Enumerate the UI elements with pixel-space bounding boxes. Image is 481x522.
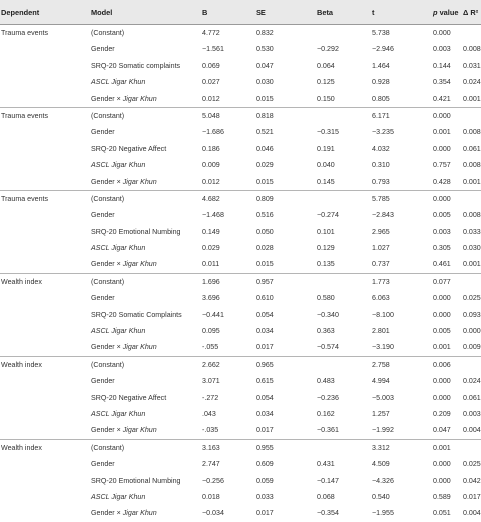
cell-model: [91, 46, 115, 53]
cell-delta-r2: 0.001: [463, 177, 481, 186]
cell-beta: 0.363: [317, 327, 335, 336]
cell-delta-r2: 0.025: [463, 460, 481, 469]
cell-beta: −0.361: [317, 426, 339, 435]
cell-b: −1.561: [202, 45, 224, 54]
table-row: [0, 473, 481, 489]
cell-model: [91, 478, 181, 485]
cell-p-value: 0.000: [433, 377, 451, 386]
table-row: [0, 456, 481, 472]
model-label: Gender: [91, 377, 115, 386]
cell-beta: 0.068: [317, 492, 335, 501]
cell-beta: 0.064: [317, 61, 335, 70]
cell-model: [91, 162, 145, 169]
cell-model: [91, 510, 157, 517]
cell-b: 0.095: [202, 327, 220, 336]
cell-t: 0.737: [372, 260, 390, 269]
table-row: [0, 273, 481, 290]
table-row: [0, 157, 481, 173]
model-label: (Constant): [91, 111, 125, 120]
table-row: [0, 58, 481, 74]
cell-b: 0.012: [202, 177, 220, 186]
cell-p-value: 0.000: [433, 460, 451, 469]
cell-se: 0.046: [256, 144, 274, 153]
model-label: (Constant): [91, 360, 125, 369]
table-row: [0, 323, 481, 339]
cell-delta-r2: 0.004: [463, 426, 481, 435]
cell-model: [91, 395, 166, 402]
model-label: SRQ-20 Emotional Numbing: [91, 476, 181, 485]
cell-b: 3.071: [202, 377, 220, 386]
header-t: t: [372, 8, 375, 17]
cell-beta: 0.101: [317, 227, 335, 236]
cell-se: 0.530: [256, 45, 274, 54]
table-row: [0, 190, 481, 207]
model-label: SRQ-20 Somatic complaints: [91, 61, 181, 70]
table-row: [0, 256, 481, 272]
model-label: ASCL Jigar Khun: [91, 409, 146, 418]
cell-p-value: 0.005: [433, 327, 451, 336]
table-row: [0, 174, 481, 190]
cell-p-value: 0.000: [433, 144, 451, 153]
cell-t: −1.955: [372, 509, 394, 518]
cell-se: 0.054: [256, 393, 274, 402]
cell-se: 0.017: [256, 426, 274, 435]
cell-p-value: 0.003: [433, 45, 451, 54]
cell-p-value: 0.000: [433, 476, 451, 485]
cell-model: [91, 411, 145, 418]
header-p-word: value: [437, 8, 459, 17]
cell-dependent: Wealth index: [1, 360, 42, 369]
cell-beta: 0.162: [317, 409, 335, 418]
cell-b: 1.696: [202, 277, 220, 286]
cell-t: −3.235: [372, 128, 394, 137]
cell-t: −2.946: [372, 45, 394, 54]
table-header: [0, 0, 481, 25]
cell-t: 2.801: [372, 327, 390, 336]
cell-beta: −0.236: [317, 393, 339, 402]
model-label: ASCL Jigar Khun: [91, 161, 146, 170]
cell-model: [91, 328, 145, 335]
model-label: Gender: [91, 211, 115, 220]
cell-t: −1.992: [372, 426, 394, 435]
cell-b: 3.696: [202, 294, 220, 303]
table-row: [0, 290, 481, 306]
cell-p-value: 0.305: [433, 244, 451, 253]
cell-p-value: 0.000: [433, 294, 451, 303]
cell-beta: 0.125: [317, 78, 335, 87]
cell-model: [91, 30, 124, 37]
table-row: [0, 422, 481, 438]
table-row: [0, 107, 481, 124]
cell-b: 0.027: [202, 78, 220, 87]
cell-p-value: 0.000: [433, 111, 451, 120]
model-label: SRQ-20 Negative Affect: [91, 393, 167, 402]
cell-b: -.272: [202, 393, 219, 402]
cell-beta: 0.580: [317, 294, 335, 303]
cell-t: −2.843: [372, 211, 394, 220]
model-label: ASCL Jigar Khun: [91, 492, 146, 501]
cell-t: 2.758: [372, 360, 390, 369]
table-row: [0, 356, 481, 373]
cell-dependent: Trauma events: [1, 111, 49, 120]
cell-b: .043: [202, 409, 216, 418]
cell-p-value: 0.001: [433, 343, 451, 352]
cell-p-value: 0.047: [433, 426, 451, 435]
cell-p-value: 0.757: [433, 161, 451, 170]
header-dependent: Dependent: [1, 8, 40, 17]
cell-p-value: 0.000: [433, 310, 451, 319]
table-row: [0, 505, 481, 521]
table-row: [0, 390, 481, 406]
cell-se: 0.054: [256, 310, 274, 319]
cell-p-value: 0.001: [433, 128, 451, 137]
model-label-suffix: Jigar Khun: [122, 177, 157, 186]
cell-dependent: Trauma events: [1, 29, 49, 37]
cell-model: [91, 261, 157, 268]
cell-p-value: 0.144: [433, 61, 451, 70]
cell-se: 0.818: [256, 111, 274, 120]
table-row: [0, 124, 481, 140]
cell-t: −8.100: [372, 310, 394, 319]
cell-model: [91, 445, 124, 452]
cell-t: 5.785: [372, 194, 390, 203]
table-row: [0, 406, 481, 422]
cell-se: 0.521: [256, 128, 274, 137]
cell-model: [91, 427, 157, 434]
cell-delta-r2: 0.009: [463, 343, 481, 352]
cell-model: [91, 79, 145, 86]
cell-delta-r2: 0.061: [463, 393, 481, 402]
table-row: [0, 373, 481, 389]
table-row: [0, 91, 481, 107]
cell-p-value: 0.589: [433, 492, 451, 501]
model-label: (Constant): [91, 443, 125, 452]
model-label: ASCL Jigar Khun: [91, 244, 146, 253]
model-label: Gender: [91, 460, 115, 469]
table-body: [0, 25, 481, 522]
model-label: Gender ×: [91, 426, 123, 435]
table-row: [0, 240, 481, 256]
table-row: [0, 141, 481, 157]
model-label: Gender ×: [91, 509, 123, 518]
model-label: Gender ×: [91, 260, 123, 269]
cell-b: 0.069: [202, 61, 220, 70]
cell-model: [91, 146, 166, 153]
cell-b: 0.009: [202, 161, 220, 170]
cell-b: −0.441: [202, 310, 224, 319]
cell-se: 0.609: [256, 460, 274, 469]
cell-model: [91, 279, 124, 286]
cell-se: 0.965: [256, 360, 274, 369]
model-label: Gender ×: [91, 343, 123, 352]
cell-model: [91, 245, 145, 252]
cell-se: 0.516: [256, 211, 274, 220]
cell-p-value: 0.001: [433, 443, 451, 452]
cell-b: -.055: [202, 343, 219, 352]
cell-model: [91, 494, 145, 501]
cell-b: 5.048: [202, 111, 220, 120]
cell-t: 4.994: [372, 377, 390, 386]
cell-se: 0.955: [256, 443, 274, 452]
cell-model: [91, 461, 115, 468]
cell-t: 3.312: [372, 443, 390, 452]
cell-t: 1.257: [372, 409, 390, 418]
cell-b: 2.662: [202, 360, 220, 369]
cell-delta-r2: 0.008: [463, 161, 481, 170]
cell-model: [91, 295, 115, 302]
table-row: [0, 25, 481, 41]
cell-p-value: 0.354: [433, 78, 451, 87]
cell-model: [91, 179, 157, 186]
cell-delta-r2: 0.061: [463, 144, 481, 153]
cell-se: 0.832: [256, 29, 274, 37]
model-label: Gender: [91, 128, 115, 137]
cell-b: −0.256: [202, 476, 224, 485]
cell-p-value: 0.000: [433, 29, 451, 37]
table-row: [0, 74, 481, 90]
model-label: ASCL Jigar Khun: [91, 78, 146, 87]
cell-b: 0.186: [202, 144, 220, 153]
cell-se: 0.615: [256, 377, 274, 386]
header-se: SE: [256, 8, 266, 17]
cell-t: 0.793: [372, 177, 390, 186]
cell-t: 6.063: [372, 294, 390, 303]
cell-se: 0.809: [256, 194, 274, 203]
cell-p-value: 0.006: [433, 360, 451, 369]
cell-beta: 0.483: [317, 377, 335, 386]
cell-t: 0.928: [372, 78, 390, 87]
table-row: [0, 207, 481, 223]
cell-t: 6.171: [372, 111, 390, 120]
table-row: [0, 307, 481, 323]
cell-se: 0.029: [256, 161, 274, 170]
cell-delta-r2: 0.042: [463, 476, 481, 485]
table-row: [0, 489, 481, 505]
cell-beta: 0.150: [317, 94, 335, 103]
cell-se: 0.015: [256, 260, 274, 269]
cell-p-value: 0.051: [433, 509, 451, 518]
cell-model: [91, 129, 115, 136]
cell-beta: 0.135: [317, 260, 335, 269]
model-label: SRQ-20 Somatic Complaints: [91, 310, 182, 319]
cell-b: 4.772: [202, 29, 220, 37]
model-label: (Constant): [91, 277, 125, 286]
model-label-suffix: Jigar Khun: [122, 94, 157, 103]
cell-se: 0.059: [256, 476, 274, 485]
model-label-suffix: Jigar Khun: [122, 426, 157, 435]
cell-beta: −0.340: [317, 310, 339, 319]
table-row: [0, 339, 481, 355]
header-model: Model: [91, 8, 113, 17]
cell-delta-r2: 0.008: [463, 45, 481, 54]
cell-beta: −0.354: [317, 509, 339, 518]
cell-model: [91, 63, 180, 70]
model-label: Gender: [91, 45, 115, 54]
cell-t: −4.326: [372, 476, 394, 485]
model-label: SRQ-20 Negative Affect: [91, 144, 167, 153]
cell-t: −5.003: [372, 393, 394, 402]
cell-b: 0.012: [202, 94, 220, 103]
cell-p-value: 0.421: [433, 94, 451, 103]
cell-model: [91, 113, 124, 120]
cell-se: 0.957: [256, 277, 274, 286]
cell-se: 0.610: [256, 294, 274, 303]
cell-se: 0.015: [256, 94, 274, 103]
cell-beta: −0.315: [317, 128, 339, 137]
cell-b: 0.149: [202, 227, 220, 236]
cell-model: [91, 196, 124, 203]
cell-model: [91, 212, 115, 219]
cell-se: 0.017: [256, 343, 274, 352]
cell-beta: 0.431: [317, 460, 335, 469]
model-label: Gender ×: [91, 177, 123, 186]
cell-delta-r2: 0.031: [463, 61, 481, 70]
cell-p-value: 0.003: [433, 227, 451, 236]
cell-b: 4.682: [202, 194, 220, 203]
model-label: Gender ×: [91, 94, 123, 103]
cell-t: 0.310: [372, 161, 390, 170]
cell-beta: −0.574: [317, 343, 339, 352]
cell-delta-r2: 0.033: [463, 227, 481, 236]
cell-se: 0.034: [256, 409, 274, 418]
cell-delta-r2: 0.025: [463, 294, 481, 303]
cell-p-value: 0.000: [433, 393, 451, 402]
cell-beta: 0.040: [317, 161, 335, 170]
cell-model: [91, 312, 182, 319]
model-label-suffix: Jigar Khun: [122, 509, 157, 518]
cell-beta: −0.292: [317, 45, 339, 54]
cell-b: 0.029: [202, 244, 220, 253]
cell-delta-r2: 0.093: [463, 310, 481, 319]
cell-beta: 0.145: [317, 177, 335, 186]
cell-t: 4.509: [372, 460, 390, 469]
cell-t: 2.965: [372, 227, 390, 236]
cell-dependent: Wealth index: [1, 443, 42, 452]
cell-delta-r2: 0.017: [463, 492, 481, 501]
cell-delta-r2: 0.030: [463, 244, 481, 253]
cell-beta: 0.191: [317, 144, 335, 153]
cell-b: −1.686: [202, 128, 224, 137]
cell-delta-r2: 0.004: [463, 509, 481, 518]
cell-delta-r2: 0.024: [463, 78, 481, 87]
table-row: [0, 439, 481, 456]
cell-delta-r2: 0.001: [463, 94, 481, 103]
model-label: (Constant): [91, 29, 125, 37]
cell-model: [91, 378, 115, 385]
cell-dependent: Wealth index: [1, 277, 42, 286]
model-label: SRQ-20 Emotional Numbing: [91, 227, 181, 236]
model-label-suffix: Jigar Khun: [122, 260, 157, 269]
cell-p-value: 0.428: [433, 177, 451, 186]
cell-t: 0.805: [372, 94, 390, 103]
header-b: B: [202, 8, 208, 17]
header-p-letter: p: [433, 8, 438, 17]
cell-p-value: 0.005: [433, 211, 451, 220]
header-p-value: [433, 9, 458, 16]
model-label: ASCL Jigar Khun: [91, 327, 146, 336]
cell-t: 0.540: [372, 492, 390, 501]
cell-b: −1.468: [202, 211, 224, 220]
cell-t: 4.032: [372, 144, 390, 153]
table-row: [0, 41, 481, 57]
cell-se: 0.033: [256, 492, 274, 501]
header-beta: Beta: [317, 8, 334, 17]
cell-p-value: 0.000: [433, 194, 451, 203]
cell-t: −3.190: [372, 343, 394, 352]
cell-p-value: 0.077: [433, 277, 451, 286]
cell-model: [91, 344, 157, 351]
cell-t: 5.738: [372, 29, 390, 37]
cell-b: 2.747: [202, 460, 220, 469]
model-label: (Constant): [91, 194, 125, 203]
cell-delta-r2: 0.000: [463, 327, 481, 336]
cell-se: 0.034: [256, 327, 274, 336]
cell-p-value: 0.209: [433, 409, 451, 418]
cell-delta-r2: 0.008: [463, 211, 481, 220]
cell-se: 0.028: [256, 244, 274, 253]
cell-delta-r2: 0.001: [463, 260, 481, 269]
cell-se: 0.017: [256, 509, 274, 518]
cell-model: [91, 362, 124, 369]
cell-beta: −0.274: [317, 211, 339, 220]
cell-p-value: 0.461: [433, 260, 451, 269]
cell-b: 3.163: [202, 443, 220, 452]
cell-beta: 0.129: [317, 244, 335, 253]
cell-model: [91, 229, 181, 236]
model-label: Gender: [91, 294, 115, 303]
cell-b: 0.018: [202, 492, 220, 501]
cell-b: -.035: [202, 426, 219, 435]
cell-se: 0.047: [256, 61, 274, 70]
cell-b: 0.011: [202, 260, 220, 269]
cell-t: 1.027: [372, 244, 390, 253]
table-row: [0, 224, 481, 240]
header-delta-r2: Δ R²: [463, 8, 479, 17]
cell-model: [91, 96, 157, 103]
cell-t: 1.464: [372, 61, 390, 70]
cell-beta: −0.147: [317, 476, 339, 485]
cell-delta-r2: 0.008: [463, 128, 481, 137]
cell-delta-r2: 0.003: [463, 409, 481, 418]
cell-b: −0.034: [202, 509, 224, 518]
cell-delta-r2: 0.024: [463, 377, 481, 386]
cell-se: 0.050: [256, 227, 274, 236]
model-label-suffix: Jigar Khun: [122, 343, 157, 352]
cell-dependent: Trauma events: [1, 194, 49, 203]
cell-se: 0.030: [256, 78, 274, 87]
cell-t: 1.773: [372, 277, 390, 286]
cell-se: 0.015: [256, 177, 274, 186]
